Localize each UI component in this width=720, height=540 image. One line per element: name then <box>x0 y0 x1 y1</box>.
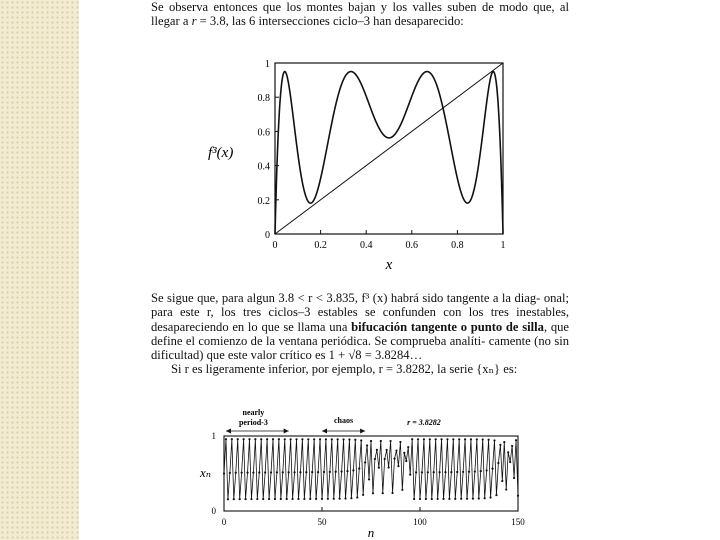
plot2-xn-point <box>413 498 415 500</box>
plot2-xtick-label: 0 <box>221 517 227 527</box>
plot1-xlabel: x <box>385 257 393 273</box>
plot2-xn-point <box>372 492 374 494</box>
plot2-xn-point <box>423 438 425 440</box>
plot1-ytick-label: 0.6 <box>257 127 270 139</box>
plot2-xlabel: n <box>367 525 375 540</box>
plot2-xn-point <box>252 471 254 473</box>
plot2-xn-point <box>292 498 294 500</box>
p1-line-b: llegar a <box>151 14 192 29</box>
plot2-xn-point <box>339 498 341 500</box>
plot1-ytick-label: 0.8 <box>257 93 270 105</box>
plot2-xn-point <box>319 438 321 440</box>
plot2-xn-point <box>286 498 288 500</box>
plot2-xn-point <box>509 461 511 463</box>
plot2-xn-point <box>335 471 337 473</box>
plot2-xn-point <box>311 471 313 473</box>
plot2-xn-point <box>376 449 378 451</box>
plot2-xn-point <box>264 471 266 473</box>
plot2-xn-point <box>476 438 478 440</box>
plot2-xn-point <box>511 445 513 447</box>
plot2-xn-point <box>415 471 417 473</box>
plot2-xn-point <box>444 471 446 473</box>
plot2-xn-point <box>429 438 431 440</box>
plot2-xn-point <box>276 471 278 473</box>
plot2-xn-point <box>474 470 476 472</box>
plot2-xn-point <box>384 458 386 460</box>
plot2-xn-point <box>456 471 458 473</box>
plot2-xn-point <box>391 492 393 494</box>
plot2-xn-point <box>382 492 384 494</box>
plot2-annotation-chaos: chaos <box>333 416 354 425</box>
plot2-xn-point <box>341 470 343 472</box>
plot2-xn-point <box>470 438 472 440</box>
plot2-xn-point <box>437 498 439 500</box>
plot2-annotation-r: r = 3.8282 <box>407 418 441 427</box>
plot2-xn-point <box>401 489 403 491</box>
plot2-xn-point <box>484 497 486 499</box>
plot2-xn-point <box>380 440 382 442</box>
plot2-xn-point <box>358 467 360 469</box>
plot2-xn-point <box>352 469 354 471</box>
plot2-xn-point <box>227 498 229 500</box>
plot2-xn-point <box>411 438 413 440</box>
plot2-xn-point <box>386 449 388 451</box>
plot2-xn-point <box>440 438 442 440</box>
plot2-xn-point <box>288 471 290 473</box>
plot2-xn-point <box>491 468 493 470</box>
plot2-xn-point <box>223 472 225 474</box>
plot2-ylabel: xₙ <box>200 465 212 480</box>
plot1-xtick-label: 0.8 <box>451 240 464 251</box>
plot2-xn-point <box>337 438 339 440</box>
p2-line-5: camente (no sin dificultad) que este valor crítico es 1 + √8 = 3.8284… <box>151 333 570 363</box>
plot2-xn-point <box>368 478 370 480</box>
plot2-xn-point <box>472 498 474 500</box>
plot2-xn-point <box>468 471 470 473</box>
plot2-xn-point <box>488 439 490 441</box>
plot2-xn-point <box>450 471 452 473</box>
plot2-xn-point <box>425 498 427 500</box>
p2-line-1: Se sigue que, para algun 3.8 < r < 3.835, f³ (x) habrá sido tangente a la diag- <box>151 291 541 305</box>
plot2-xn-point <box>305 471 307 473</box>
plot1-ytick-label: 0.4 <box>257 161 270 173</box>
plot2-xn-point <box>280 498 282 500</box>
plot2-xn-point <box>254 438 256 440</box>
plot2-xn-point <box>307 438 309 440</box>
plot2-xn-point <box>303 498 305 500</box>
plot2-ytick-label: 0 <box>211 506 216 516</box>
p1-variable-r: r <box>191 14 197 29</box>
plot2-xn-point <box>250 498 252 500</box>
plot2-xn-point <box>237 438 239 440</box>
plot2-xn-point <box>395 449 397 451</box>
plot2-xn-point <box>258 471 260 473</box>
plot2-xn-point <box>478 497 480 499</box>
plot2-xtick-label: 50 <box>317 517 327 527</box>
plot2-xn-point <box>260 438 262 440</box>
plot2-xn-point <box>364 461 366 463</box>
plot2-xn-point <box>378 467 380 469</box>
plot2-xn-point <box>325 438 327 440</box>
plot2-xn-point <box>354 439 356 441</box>
plot2-xn-point <box>284 438 286 440</box>
plot2-xn-point <box>390 440 392 442</box>
plot1-ytick-label: 0.2 <box>257 195 270 207</box>
plot2-xn-point <box>452 438 454 440</box>
plot2-xn-point <box>427 471 429 473</box>
plot2-xn-point <box>405 460 407 462</box>
plot2-xn-point <box>458 438 460 440</box>
plot2-xn-point <box>466 498 468 500</box>
plot2-xn-point <box>290 438 292 440</box>
plot2-xn-point <box>321 498 323 500</box>
plot2-xn-point <box>480 470 482 472</box>
plot2-xn-point <box>374 458 376 460</box>
plot2-xn-point <box>225 438 227 440</box>
plot2-xn-point <box>482 438 484 440</box>
plot2-annotation-nearly: nearly <box>242 408 265 417</box>
plot2-xn-point <box>274 498 276 500</box>
plot2-xn-point <box>241 472 243 474</box>
p1-line-a: Se observa entonces que los montes bajan y los valles suben de modo que, al <box>151 0 569 14</box>
plot1-xtick-label: 1 <box>500 240 506 251</box>
plot2-xn-point <box>313 438 315 440</box>
plot2-xn-point <box>503 441 505 443</box>
p2-line-3a: desapareciendo en lo que se llama una <box>151 319 352 334</box>
plot1-ylabel: f³(x) <box>208 145 234 161</box>
plot2-xn-point <box>515 439 517 441</box>
plot2-xn-point <box>231 438 233 440</box>
plot2-xn-point <box>299 471 301 473</box>
p2-bold-term: bifucación tangente o punto de <box>351 319 519 334</box>
plot2-xn-point <box>454 498 456 500</box>
plot2-xn-point <box>270 471 272 473</box>
plot2-xn-point <box>403 452 405 454</box>
plot2-xn-point <box>256 498 258 500</box>
plot2-xn-point <box>362 494 364 496</box>
plot2-xn-point <box>431 498 433 500</box>
plot2-xn-point <box>301 438 303 440</box>
plot1-ytick-label: 1 <box>265 59 270 70</box>
plot2-xn-point <box>350 497 352 499</box>
plot2-xn-point <box>489 496 491 498</box>
plot2-xn-point <box>464 438 466 440</box>
p2-line-2: onal; para este r, los tres ciclos–3 estables se confunden con los tres inestables, <box>151 291 569 320</box>
plot2-xn-point <box>409 473 411 475</box>
plot2-xn-point <box>246 472 248 474</box>
plot2-xn-point <box>244 498 246 500</box>
plot2-annotation-period3: period-3 <box>238 418 268 427</box>
plot2-xn-point <box>517 495 519 497</box>
plot2-xn-point <box>501 480 503 482</box>
plot2-xn-point <box>344 497 346 499</box>
plot2-xn-point <box>282 471 284 473</box>
p2-bold-silla: silla <box>522 319 544 334</box>
p2-line-6: Si r es ligeramente inferior, por ejemplo, r = 3.8282, la serie {xₙ} es: <box>171 362 518 377</box>
plot2-xn-point <box>366 444 368 446</box>
p2-line-4b: , que define el comienzo de la ventana periódica. Se comprueba analíti- <box>151 319 569 348</box>
plot2-xn-point <box>399 441 401 443</box>
plot2-xn-point <box>505 488 507 490</box>
plot2-xn-point <box>460 498 462 500</box>
plot2-xn-point <box>331 438 333 440</box>
plot2-xn-point <box>323 471 325 473</box>
plot2-xn-point <box>446 438 448 440</box>
plot2-xn-point <box>317 471 319 473</box>
plot2-xn-point <box>388 466 390 468</box>
plot2-xn-point <box>248 438 250 440</box>
plot2-xn-point <box>435 438 437 440</box>
plot2-xn-point <box>360 439 362 441</box>
plot2-xn-point <box>507 451 509 453</box>
plot1-xtick-label: 0.2 <box>314 240 327 251</box>
plot2-xn-point <box>393 458 395 460</box>
plot2-xn-point <box>295 438 297 440</box>
plot1-xtick-label: 0 <box>272 240 278 251</box>
plot2-xn-point <box>235 472 237 474</box>
plot2-xn-point <box>356 496 358 498</box>
plot2-xn-point <box>346 470 348 472</box>
plot2-xn-point <box>439 471 441 473</box>
plot2-ytick-label: 1 <box>211 431 216 441</box>
plot2-xn-point <box>407 446 409 448</box>
plot2-xn-point <box>495 494 497 496</box>
plot1-ytick-label: 0 <box>265 230 270 241</box>
plot2-xn-point <box>278 438 280 440</box>
plot2-xn-point <box>293 471 295 473</box>
plot1-xtick-label: 0.4 <box>359 240 373 251</box>
plot2-xn-point <box>327 498 329 500</box>
plot2-xn-point <box>297 498 299 500</box>
plot2-xn-point <box>499 444 501 446</box>
plot2-xn-point <box>497 462 499 464</box>
plot2-xn-point <box>370 440 372 442</box>
plot2-xn-point <box>421 471 423 473</box>
plot2-xn-point <box>272 438 274 440</box>
plot2-xn-point <box>348 438 350 440</box>
plot2-xn-point <box>462 471 464 473</box>
plot2-xn-line <box>224 439 518 499</box>
plot2-xn-point <box>243 438 245 440</box>
plot2-xn-point <box>419 498 421 500</box>
p1-line-c: = 3.8, las 6 intersecciones ciclo–3 han desaparecido: <box>196 14 464 29</box>
plot2-xn-point <box>493 439 495 441</box>
plot2-xn-point <box>342 438 344 440</box>
plot2-xn-point <box>448 498 450 500</box>
plot1-xtick-label: 0.6 <box>405 240 419 251</box>
plot2-xn-point <box>309 498 311 500</box>
plot2-xn-point <box>315 498 317 500</box>
plot2-xn-point <box>262 498 264 500</box>
plot2-xn-point <box>268 498 270 500</box>
plot2-xn-point <box>486 469 488 471</box>
plot2-xn-point <box>329 471 331 473</box>
plot2-xtick-label: 100 <box>413 517 427 527</box>
plot2-xn-point <box>513 477 515 479</box>
plot2-xn-point <box>433 471 435 473</box>
plot2-xn-point <box>239 498 241 500</box>
plot2-xn-point <box>397 465 399 467</box>
plot2-xtick-label: 150 <box>511 517 525 527</box>
plot2-xn-point <box>229 472 231 474</box>
plot2-xn-point <box>333 498 335 500</box>
plot2-xn-point <box>442 498 444 500</box>
plot2-xn-point <box>266 438 268 440</box>
plot2-xn-point <box>417 438 419 440</box>
plot2-xn-point <box>233 498 235 500</box>
